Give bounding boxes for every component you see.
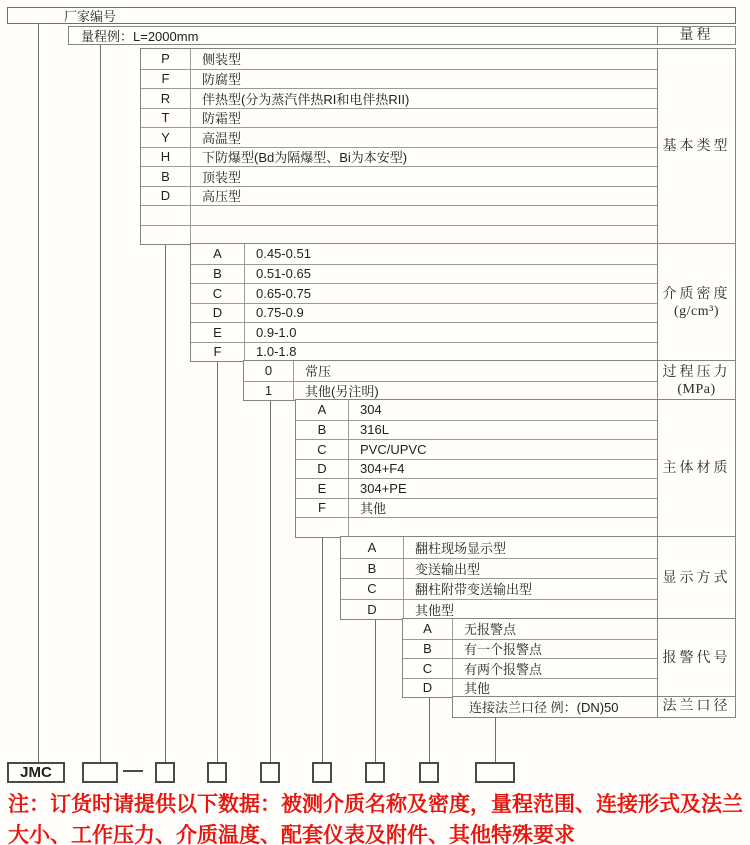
range-box — [68, 26, 736, 45]
alarm-section-label: 报警代号 — [657, 619, 735, 697]
model-box-pressure — [260, 762, 280, 783]
display-mode-table — [340, 536, 736, 620]
code-cell: A — [191, 244, 245, 264]
model-box-flange — [475, 762, 515, 783]
desc-cell: 伴热型(分为蒸汽伴热RI和电伴热RII) — [191, 88, 657, 108]
desc-cell: 翻柱现场显示型 — [415, 540, 507, 556]
connector-basic-type — [165, 245, 166, 762]
flange-size-table — [452, 696, 736, 718]
code-cell: E — [191, 322, 245, 342]
desc-cell: 防腐型 — [191, 69, 657, 89]
model-box-basic-type — [155, 762, 175, 783]
desc-cell: 其他 — [349, 498, 657, 518]
alarm-code-table — [402, 618, 736, 698]
code-cell: T — [141, 108, 191, 128]
desc-cell: 0.45-0.51 — [256, 246, 311, 262]
desc-cell: 0.51-0.65 — [245, 264, 657, 284]
desc-cell: 变送输出型 — [404, 558, 657, 579]
connector-alarm — [429, 698, 430, 762]
model-prefix-box: JMC — [7, 762, 65, 783]
desc-cell: 316L — [349, 420, 657, 440]
code-cell: D — [403, 678, 453, 698]
desc-cell — [191, 205, 657, 225]
manufacturer-number-box — [7, 7, 736, 24]
body-material-table — [295, 399, 736, 538]
desc-cell: 侧装型 — [202, 52, 242, 68]
code-cell: D — [341, 599, 404, 620]
code-cell: B — [403, 639, 453, 659]
code-cell: C — [191, 283, 245, 303]
code-cell: H — [141, 147, 191, 167]
order-note-line2: 大小、工作压力、介质温度、配套仪表及附件、其他特殊要求 — [8, 824, 575, 845]
connector-material — [322, 537, 323, 762]
process-pressure-table — [243, 360, 736, 401]
order-note — [8, 789, 748, 845]
code-cell: D — [296, 459, 349, 479]
desc-cell: 有两个报警点 — [453, 658, 657, 678]
code-cell: Y — [141, 127, 191, 147]
model-box-alarm — [419, 762, 439, 783]
model-separator-dash — [123, 770, 143, 772]
code-cell: 0 — [244, 361, 294, 381]
model-box-display — [365, 762, 385, 783]
code-cell: C — [341, 578, 404, 599]
code-cell: E — [296, 478, 349, 498]
desc-cell: 304 — [360, 402, 382, 418]
desc-cell: 0.65-0.75 — [245, 283, 657, 303]
density-section-label: 介质密度 (g/cm³) — [657, 244, 735, 361]
connector-flange — [495, 717, 496, 762]
desc-cell: 304+PE — [349, 478, 657, 498]
flange-spec-text: 连接法兰口径 例：(DN)50 — [469, 700, 619, 716]
desc-cell: 防霜型 — [191, 108, 657, 128]
range-section-label: 量程 — [657, 27, 735, 44]
code-cell: F — [191, 342, 245, 362]
code-cell — [296, 517, 349, 537]
desc-cell: 其他型 — [404, 599, 657, 620]
desc-cell: 顶装型 — [191, 166, 657, 186]
connector-range — [100, 45, 101, 762]
desc-cell: PVC/UPVC — [349, 439, 657, 459]
model-box-material — [312, 762, 332, 783]
code-cell: F — [296, 498, 349, 518]
desc-cell — [191, 225, 657, 245]
basic-type-section-label: 基本类型 — [657, 49, 735, 244]
code-cell: A — [403, 619, 453, 639]
pressure-section-label: 过程压力 (MPa) — [657, 361, 735, 400]
code-cell: C — [296, 439, 349, 459]
desc-cell: 无报警点 — [464, 622, 517, 638]
desc-cell: 翻柱附带变送输出型 — [404, 578, 657, 599]
display-section-label: 显示方式 — [657, 537, 735, 619]
desc-cell: 0.9-1.0 — [245, 322, 657, 342]
connector-pressure — [270, 401, 271, 762]
code-cell — [141, 205, 191, 225]
desc-cell: 1.0-1.8 — [245, 342, 657, 362]
code-cell: A — [296, 400, 349, 420]
desc-cell: 其他(另注明) — [294, 381, 657, 401]
code-cell: 1 — [244, 381, 294, 401]
code-cell: B — [191, 264, 245, 284]
desc-cell: 高压型 — [191, 186, 657, 206]
manufacturer-number-label: 厂家编号 — [64, 9, 117, 24]
medium-density-table — [190, 243, 736, 362]
connector-density — [217, 362, 218, 762]
code-cell: C — [403, 658, 453, 678]
range-example-text: 量程例：L=2000mm — [81, 29, 199, 44]
desc-cell: 304+F4 — [349, 459, 657, 479]
connector-manufacturer — [38, 23, 39, 762]
desc-cell — [349, 517, 657, 537]
code-cell: D — [141, 186, 191, 206]
code-cell: D — [191, 303, 245, 323]
code-cell: B — [296, 420, 349, 440]
desc-cell: 其他 — [453, 678, 657, 698]
code-cell: P — [141, 49, 191, 69]
desc-cell: 0.75-0.9 — [245, 303, 657, 323]
code-cell: B — [141, 166, 191, 186]
basic-type-table — [140, 48, 736, 245]
desc-cell: 下防爆型(Bd为隔爆型、Bi为本安型) — [191, 147, 657, 167]
desc-cell: 常压 — [305, 364, 332, 380]
material-section-label: 主体材质 — [657, 400, 735, 537]
order-note-line1: 注：订货时请提供以下数据：被测介质名称及密度，量程范围、连接形式及法兰 — [8, 793, 743, 816]
model-box-density — [207, 762, 227, 783]
model-box-range — [82, 762, 118, 783]
code-cell: R — [141, 88, 191, 108]
code-cell: F — [141, 69, 191, 89]
flange-section-label: 法兰口径 — [657, 697, 735, 717]
code-cell: A — [341, 537, 404, 558]
connector-display — [375, 620, 376, 762]
code-cell — [141, 225, 191, 245]
desc-cell: 有一个报警点 — [453, 639, 657, 659]
desc-cell: 高温型 — [191, 127, 657, 147]
code-cell: B — [341, 558, 404, 579]
